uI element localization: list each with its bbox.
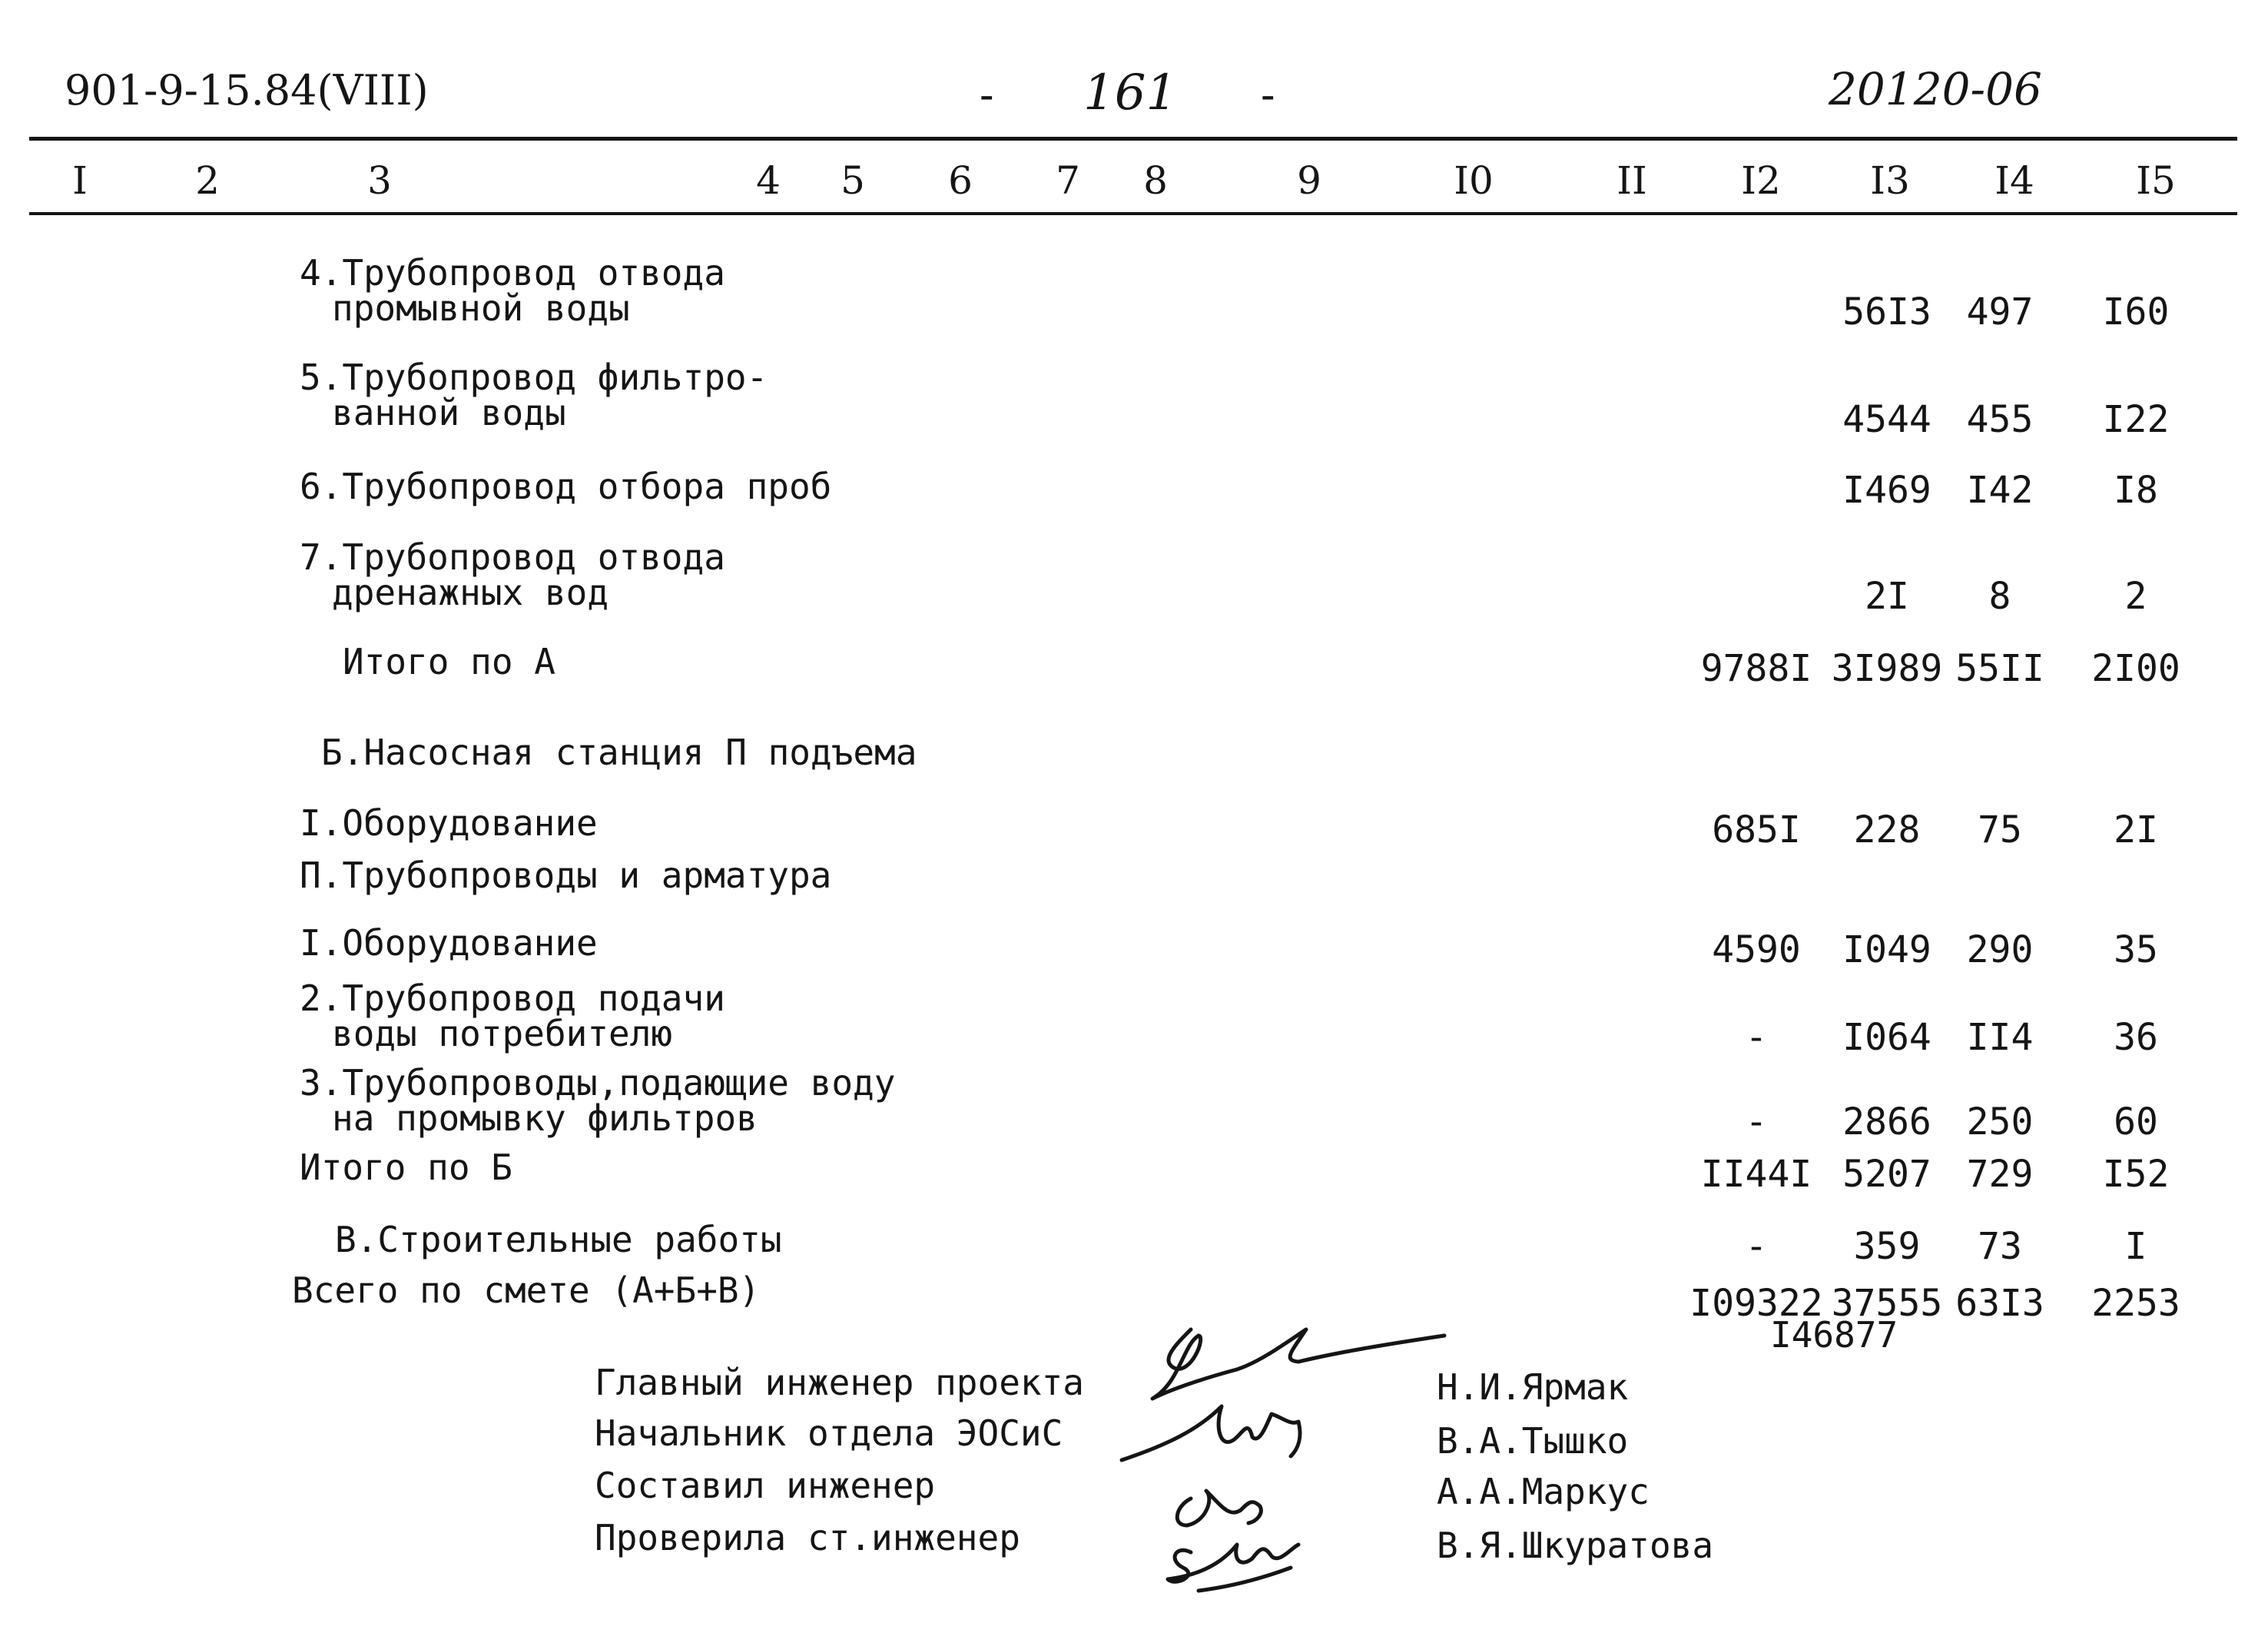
column-number: 8 — [1143, 158, 1168, 203]
signature-role: Главный инженер проекта — [595, 1362, 1084, 1403]
cell-col14: 729 — [1966, 1153, 2034, 1196]
cell-col15: 60 — [2114, 1100, 2158, 1143]
row-description: 6.Трубопровод отбора проб — [300, 466, 832, 507]
column-number: II — [1616, 158, 1647, 203]
row-description: I.Оборудование — [300, 802, 598, 844]
cell-col14: 8 — [1988, 575, 2011, 618]
cell-col13: 3I989 — [1831, 647, 1943, 690]
cell-col13: I064 — [1842, 1016, 1931, 1059]
signature-name: В.Я.Шкуратова — [1437, 1525, 1714, 1566]
handwritten-signatures — [1106, 1314, 1475, 1614]
cell-col14: 497 — [1966, 290, 2034, 334]
cell-col14: II4 — [1966, 1016, 2034, 1059]
cell-col14: 75 — [1978, 808, 2022, 851]
cell-col15: 2253 — [2091, 1282, 2180, 1325]
column-number: 7 — [1056, 158, 1080, 203]
page-dash-right: - — [1255, 71, 1281, 119]
cell-col13: 4544 — [1842, 398, 1931, 441]
cell-col15: I52 — [2102, 1153, 2170, 1196]
cell-col12: - — [1745, 1225, 1768, 1268]
cell-col15: I — [2124, 1225, 2147, 1268]
signature-name: Н.И.Ярмак — [1437, 1366, 1629, 1408]
signature-name: А.А.Маркус — [1437, 1471, 1650, 1512]
cell-col14: 455 — [1966, 398, 2034, 441]
cell-col13: 2I — [1865, 575, 1909, 618]
cell-col12: 685I — [1712, 808, 1801, 851]
cell-col15: I22 — [2102, 398, 2170, 441]
cell-col13: I049 — [1842, 928, 1931, 971]
row-description: 2.Трубопровод подачи воды потребителю — [300, 977, 725, 1054]
page-dash-left: - — [974, 71, 1000, 119]
archive-number: 20120-06 — [1829, 63, 2042, 115]
column-number: 9 — [1297, 158, 1321, 203]
row-description: Итого по Б — [300, 1147, 512, 1188]
row-description: Всего по смете (А+Б+В) — [292, 1270, 761, 1311]
cell-col14: 290 — [1966, 928, 2034, 971]
row-description: 7.Трубопровод отвода дренажных вод — [300, 536, 725, 613]
table-row — [0, 1062, 2268, 1143]
cell-col15: I60 — [2102, 290, 2170, 334]
signature-stroke-compiler — [1177, 1491, 1261, 1525]
cell-col13: 359 — [1853, 1225, 1921, 1268]
table-row — [0, 466, 2268, 546]
cell-col13: 228 — [1853, 808, 1921, 851]
page-number: 161 — [1083, 65, 1178, 121]
signature-role: Начальник отдела ЭОСиС — [595, 1412, 1063, 1454]
cell-col14: 55II — [1955, 647, 2044, 690]
column-number: 6 — [948, 158, 973, 203]
grand-total-combined: I46877 — [1770, 1314, 1898, 1356]
signature-stroke-head — [1122, 1406, 1300, 1460]
column-number: I2 — [1741, 158, 1781, 203]
column-number: I4 — [1994, 158, 2034, 203]
section-heading-row — [0, 732, 2268, 812]
column-header-rule — [29, 212, 2237, 215]
row-description: В.Строительные работы — [335, 1219, 782, 1260]
cell-col14: 73 — [1978, 1225, 2022, 1268]
section-heading: Б.Насосная станция П подъема — [321, 732, 917, 773]
column-number: I3 — [1870, 158, 1910, 203]
document-code: 901-9-15.84(VIII) — [65, 66, 429, 115]
cell-col13: 5207 — [1842, 1153, 1931, 1196]
signature-role: Проверила ст.инженер — [595, 1517, 1020, 1558]
cell-col12: 9788I — [1700, 647, 1812, 690]
cell-col14: 250 — [1966, 1100, 2034, 1143]
signature-role: Составил инженер — [595, 1465, 936, 1506]
cell-col12: - — [1745, 1100, 1768, 1143]
signature-stroke-checker — [1168, 1545, 1298, 1591]
cell-col13: 37555 — [1831, 1282, 1943, 1325]
signature-stroke-chief — [1152, 1329, 1444, 1399]
row-description: 5.Трубопровод фильтро- ванной воды — [300, 357, 768, 433]
column-number: 4 — [756, 158, 781, 203]
cell-col12: II44I — [1700, 1153, 1812, 1196]
subtotal-row — [0, 1147, 2268, 1226]
section-heading: П.Трубопроводы и арматура — [300, 855, 832, 896]
column-number: I5 — [2136, 158, 2176, 203]
cell-col13: I469 — [1842, 469, 1931, 512]
table-row — [0, 536, 2268, 618]
cell-col13: 56I3 — [1842, 290, 1931, 334]
cell-col15: 36 — [2114, 1016, 2158, 1059]
column-number: 3 — [367, 158, 392, 203]
row-description: 3.Трубопроводы,подающие воду на промывку фильтров — [300, 1062, 896, 1139]
top-rule — [29, 137, 2237, 141]
cell-col15: 2I00 — [2091, 647, 2180, 690]
column-number: I — [72, 158, 88, 203]
cell-col15: 2I — [2114, 808, 2158, 851]
table-row — [0, 252, 2268, 334]
cell-col12: - — [1745, 1016, 1768, 1059]
row-description: I.Оборудование — [300, 922, 598, 964]
row-description: 4.Трубопровод отвода промывной воды — [300, 252, 725, 329]
cell-col15: 35 — [2114, 928, 2158, 971]
column-number: 5 — [841, 158, 865, 203]
cell-col13: 2866 — [1842, 1100, 1931, 1143]
column-number: 2 — [195, 158, 220, 203]
row-description: Итого по А — [343, 641, 555, 682]
cell-col14: 63I3 — [1955, 1282, 2044, 1325]
table-row — [0, 357, 2268, 441]
cell-col12: I09322 — [1689, 1282, 1823, 1325]
signature-name: В.А.Тышко — [1437, 1420, 1629, 1462]
cell-col15: 2 — [2124, 575, 2147, 618]
cell-col12: 4590 — [1712, 928, 1801, 971]
cell-col14: I42 — [1966, 469, 2034, 512]
table-row — [0, 977, 2268, 1059]
column-number: I0 — [1454, 158, 1494, 203]
subtotal-row — [0, 641, 2268, 721]
cell-col15: I8 — [2114, 469, 2158, 512]
